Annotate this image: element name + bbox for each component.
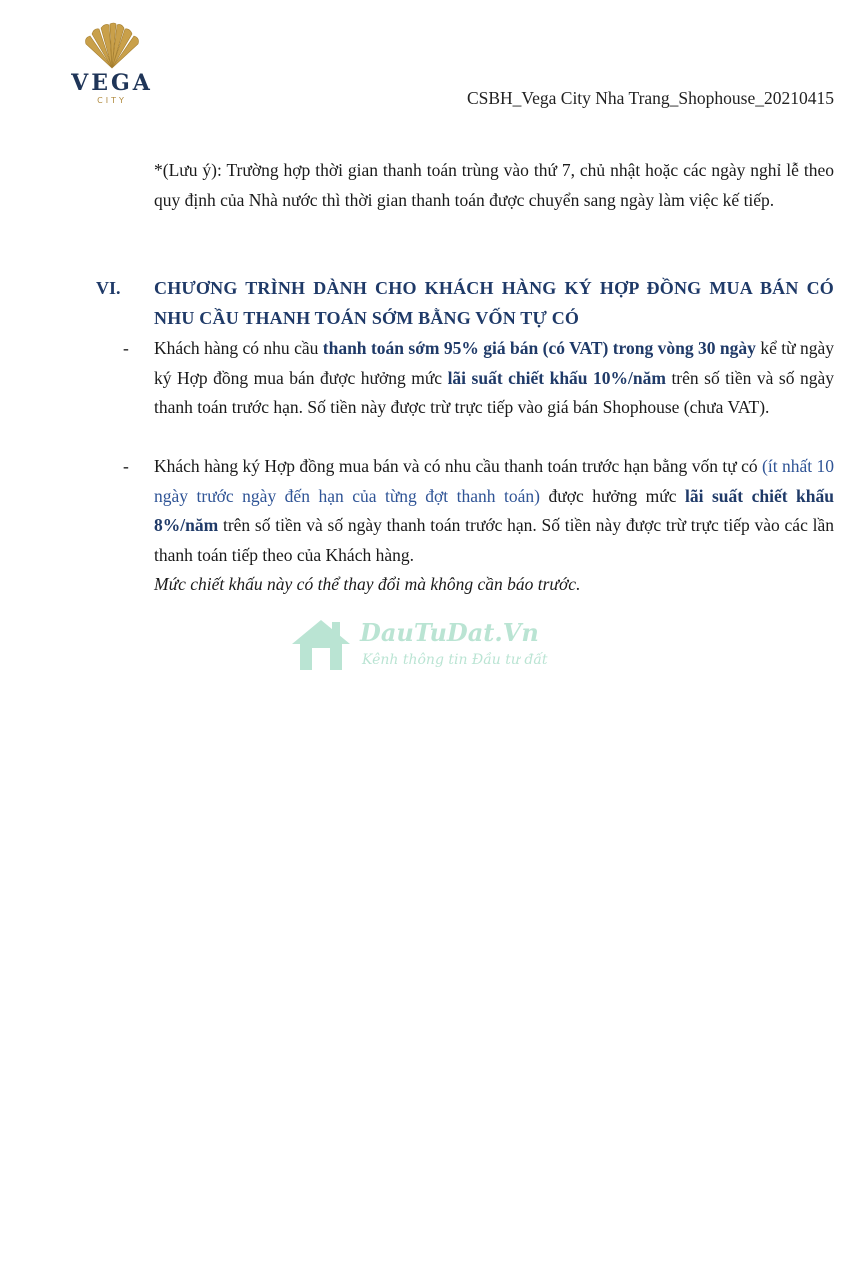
watermark bbox=[288, 614, 578, 680]
house-icon bbox=[288, 614, 354, 674]
shell-fan-icon bbox=[64, 22, 160, 72]
bullet-text: kể từ ngày ký Hợp đồng mua bán được hưởng mức bbox=[154, 338, 835, 388]
bullet-condition: (ít nhất 10 ngày trước ngày đến hạn của từng đợt thanh toán) bbox=[154, 456, 834, 506]
watermark-title: DauTuDat.Vn bbox=[360, 618, 539, 647]
section-number: VI. bbox=[96, 278, 121, 298]
watermark-subtitle: Kênh thông tin Đầu tư đất bbox=[362, 652, 548, 668]
document-code: CSBH_Vega City Nha Trang_Shophouse_20210415 bbox=[466, 88, 834, 108]
bullet-highlight: lãi suất chiết khấu 8%/năm bbox=[154, 485, 834, 535]
bullet-dash: - bbox=[123, 338, 129, 358]
bullet-text: trên số tiền và số ngày thanh toán trước hạn. Số tiền này được trừ trực tiếp vào các lần thanh toán tiếp theo của Khách hàng. bbox=[154, 515, 834, 565]
section-title: CHƯƠNG TRÌNH DÀNH CHO KHÁCH HÀNG KÝ HỢP ĐỒNG MUA BÁN CÓ NHU CẦU THANH TOÁN SỚM BẰNG VỐN TỰ CÓ bbox=[154, 278, 834, 328]
vega-city-logo bbox=[64, 22, 160, 108]
bullet-text: Khách hàng có nhu cầu bbox=[154, 338, 323, 358]
logo-subtext: CITY bbox=[97, 96, 127, 105]
bullet-highlight: thanh toán sớm 95% giá bán (có VAT) trong vòng 30 ngày bbox=[322, 338, 756, 358]
logo-wordmark: VEGA bbox=[71, 70, 153, 96]
discount-change-note: Mức chiết khấu này có thể thay đổi mà không cần báo trước. bbox=[154, 574, 581, 594]
bullet-text: trên số tiền và số ngày thanh toán trước hạn. Số tiền này được trừ trực tiếp vào giá bán Shophouse (chưa VAT). bbox=[154, 367, 834, 417]
payment-note: *(Lưu ý): Trường hợp thời gian thanh toán trùng vào thứ 7, chủ nhật hoặc các ngày nghỉ lễ theo quy định của Nhà nước thì thời gian thanh toán được chuyển sang ngày làm việc kế tiếp. bbox=[154, 160, 834, 210]
bullet-text: được hưởng mức bbox=[539, 485, 686, 506]
bullet-early-payment-own-capital bbox=[154, 452, 834, 600]
bullet-early-payment-95 bbox=[154, 334, 834, 423]
bullet-text: Khách hàng ký Hợp đồng mua bán và có nhu cầu thanh toán trước hạn bằng vốn tự có bbox=[154, 456, 763, 476]
bullet-dash: - bbox=[123, 456, 129, 476]
bullet-highlight: lãi suất chiết khấu 10%/năm bbox=[447, 367, 666, 388]
